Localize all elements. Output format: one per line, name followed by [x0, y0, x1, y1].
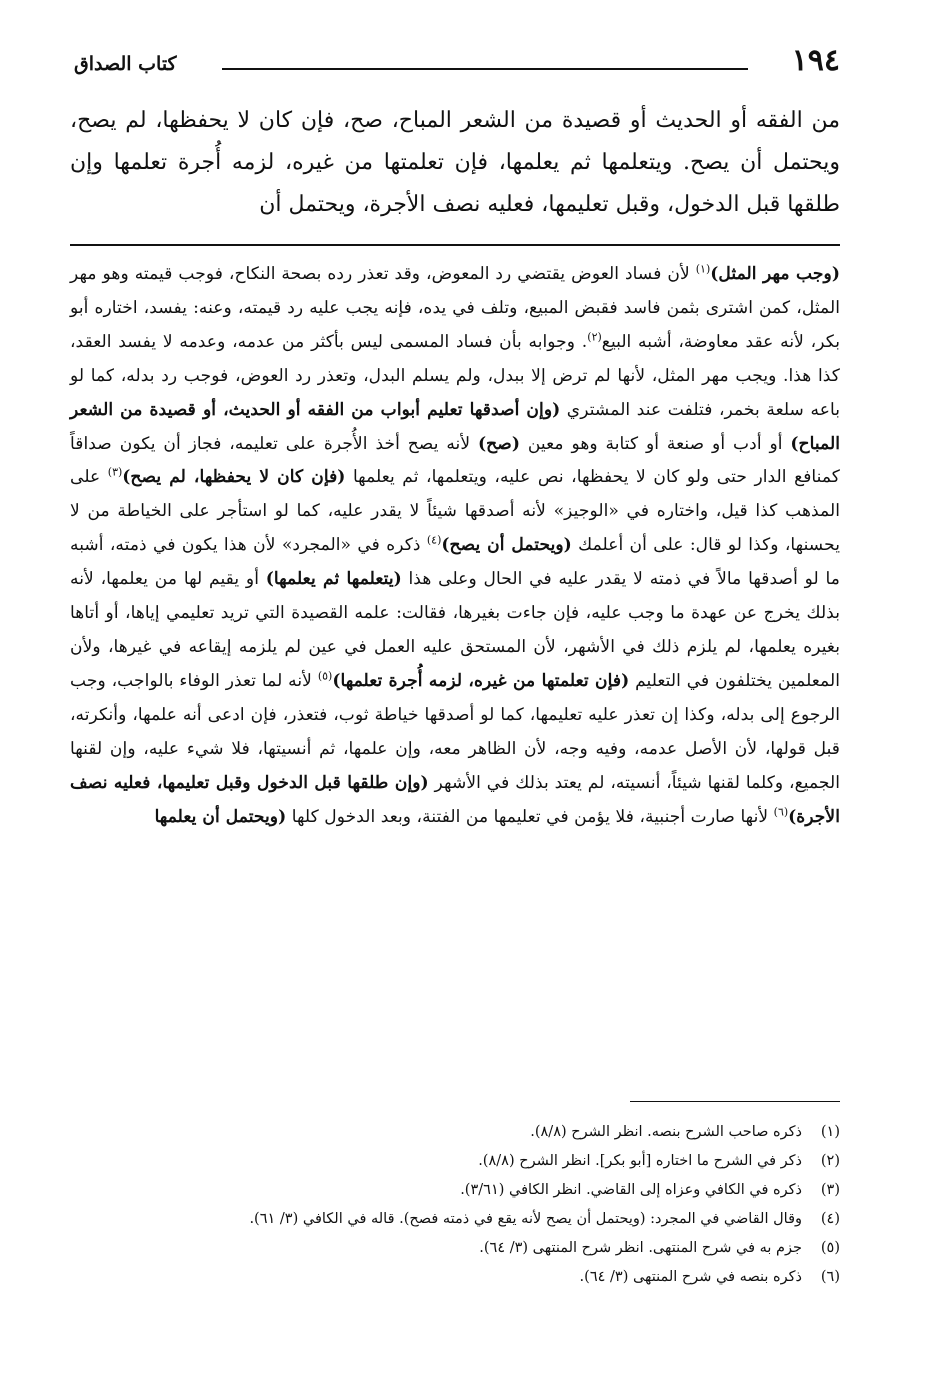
- commentary-text: أو يقيم لها من يعلمها، لأنه بذلك يخرج عن عهدة ما وجب عليه، فإن جاءت بغيرها، فقالت: علمه القصيدة التي تريد تعليمي إياها، أو أتاها بغيره يعلمها، لم يلزم ذلك في الأشهر، لأن المستحق عليه العمل في عين لم يلزمه إيقاعه في غيرها، ولأن المعلمين يختلفون في التعليم: [70, 569, 841, 691]
- footnote-text: جزم به في شرح المنتهى. انظر شرح المنتهى (٣/ ٦٤).: [479, 1240, 802, 1256]
- footnote-text: ذكر في الشرح ما اختاره [أبو بكر]. انظر الشرح (٨/٨).: [478, 1153, 802, 1169]
- footnote-text: ذكره في الكافي وعزاه إلى القاضي. انظر الكافي (٣/٦١).: [460, 1182, 802, 1198]
- main-text: [70, 100, 840, 226]
- commentary-text: لأنه يصح أخذ الأُجرة على تعليمه، فجاز أن يكون صداقاً كمنافع الدار حتى ولو كان لا يحفظها، نص عليه، ويتعلمها، ثم يعلمها: [70, 433, 840, 488]
- footnote-text: وقال القاضي في المجرد: (ويحتمل أن يصح لأنه يقع في ذمته فصح). قاله في الكافي (٣/ ٦١).: [249, 1211, 802, 1227]
- commentary-text: لأنه لما تعذر الوفاء بالواجب، وجب الرجوع إلى بدله، وكذا إن تعذر عليه تعليمها، كما لو أصدقها خياطة ثوب، فتعذر، فإن ادعى أنه علمها، وأنكرته، قبل قولها، لأن الأصل عدمه، وفيه وجه، لأن الظاهر معه، وإن علمها، ثم أنسيتها، فلا شيء عليه، وإن لقنها الجميع، وكلما لقنها شيئاً، أنسيته، لم يعتد بذلك في الأشهر: [70, 670, 840, 793]
- commentary-text: على المذهب كذا قيل، واختاره في «الوجيز» لأنه أصدقها شيئاً لا يقدر عليه، كما لو استأجر على الخياطة من لا يحسنها، وكذا لو قال: على أن أعلمك: [70, 467, 840, 556]
- footnote-item: [120, 1205, 840, 1234]
- footnote-number: (٤): [820, 1211, 840, 1227]
- commentary-text: لأنها صارت أجنبية، فلا يؤمن في تعليمها من الفتنة، وبعد الدخول كلها: [286, 806, 774, 827]
- chapter-title: كتاب الصداق: [74, 53, 177, 75]
- main-text-paragraph: من الفقه أو الحديث أو قصيدة من الشعر المباح، صح، فإن كان لا يحفظها، لم يصح، ويحتمل أن يصح. ويتعلمها ثم يعلمها، فإن تعلمتها من غيره، لزمه أُجرة تعلمها وإن طلقها قبل الدخول، وقبل تعليمها، فعليه نصف الأجرة، ويحتمل أن: [70, 108, 840, 217]
- footnote-text: ذكره صاحب الشرح بنصه. انظر الشرح (٨/٨).: [530, 1124, 802, 1140]
- footnote-marker: (٢): [587, 330, 602, 344]
- commentary-paragraph: [70, 258, 840, 834]
- footnote-number: (٦): [820, 1269, 840, 1285]
- commentary-text: لأن فساد العوض يقتضي رد المعوض، وقد تعذر رده بصحة النكاح، فوجب قيمته وهو مهر المثل، كمن اشترى بثمن فاسد فقبض المبيع، وتلف في يده، فإنه يجب عليه رد قيمته، وعنه: يفسد، اختاره أبو بكر، لأنه عقد معاوضة، أشبه البيع: [70, 264, 840, 352]
- footnote-text: ذكره بنصه في شرح المنتهى (٣/ ٦٤).: [579, 1269, 802, 1285]
- footnote-number: (٢): [820, 1153, 840, 1169]
- commentary: [70, 258, 840, 834]
- quoted-matn: (يتعلمها ثم يعلمها): [265, 569, 402, 590]
- footnote-item: [120, 1118, 840, 1147]
- quoted-matn: (وجب مهر المثل): [710, 264, 840, 284]
- quoted-matn: (وإن أصدقها تعليم أبواب من الفقه أو الحديث، أو قصيدة من الشعر المباح): [70, 399, 840, 454]
- footnote-item: [120, 1234, 840, 1263]
- quoted-matn: (وإن طلقها قبل الدخول وقبل تعليمها، فعليه نصف الأجرة): [70, 772, 840, 827]
- footnote-number: (٥): [820, 1240, 840, 1256]
- footnote-marker: (٣): [107, 465, 123, 479]
- header-rule: [222, 68, 748, 70]
- commentary-text: ذكره في «المجرد» لأن هذا يكون في ذمته، أشبه ما لو أصدقها مالاً في ذمته لا يقدر عليه في الحال وعلى هذا: [70, 535, 840, 590]
- footnote-marker: (٤): [426, 533, 442, 547]
- footnote-item: [120, 1147, 840, 1176]
- footnote-marker: (٥): [317, 669, 333, 683]
- page-number: ١٩٤: [791, 43, 840, 78]
- footnote-marker: (١): [695, 262, 711, 276]
- quoted-matn: (ويحتمل أن يصح): [441, 535, 572, 556]
- footnote-number: (١): [820, 1124, 840, 1140]
- commentary-text: أو أدب أو صنعة أو كتابة وهو معين: [519, 433, 791, 454]
- footnotes-list: [120, 1118, 840, 1292]
- section-divider: [70, 244, 840, 246]
- commentary-text: . وجوابه بأن فساد المسمى ليس بأكثر من عدمه، وعدمه لا يفسد العقد، كذا هذا. ويجب مهر المثل، لأنها لم ترض إلا ببدل، ولم يسلم البدل، وتعذر رد العوض، فوجب رد بدله، كما لو باعه سلعة بخمر، فتلفت عند المشتري: [70, 331, 840, 420]
- footnote-item: [120, 1176, 840, 1205]
- quoted-matn: (صح): [478, 433, 520, 454]
- page-header: [74, 44, 840, 80]
- footnote-marker: (٦): [773, 804, 789, 818]
- quoted-matn: (فإن كان لا يحفظها، لم يصح): [122, 467, 346, 488]
- footnote-item: [120, 1263, 840, 1292]
- quoted-matn: (ويحتمل أن يعلمها: [154, 806, 287, 827]
- quoted-matn: (فإن تعلمتها من غيره، لزمه أُجرة تعلمها): [332, 670, 630, 691]
- footnote-number: (٣): [820, 1182, 840, 1198]
- footnote-divider: [630, 1101, 840, 1102]
